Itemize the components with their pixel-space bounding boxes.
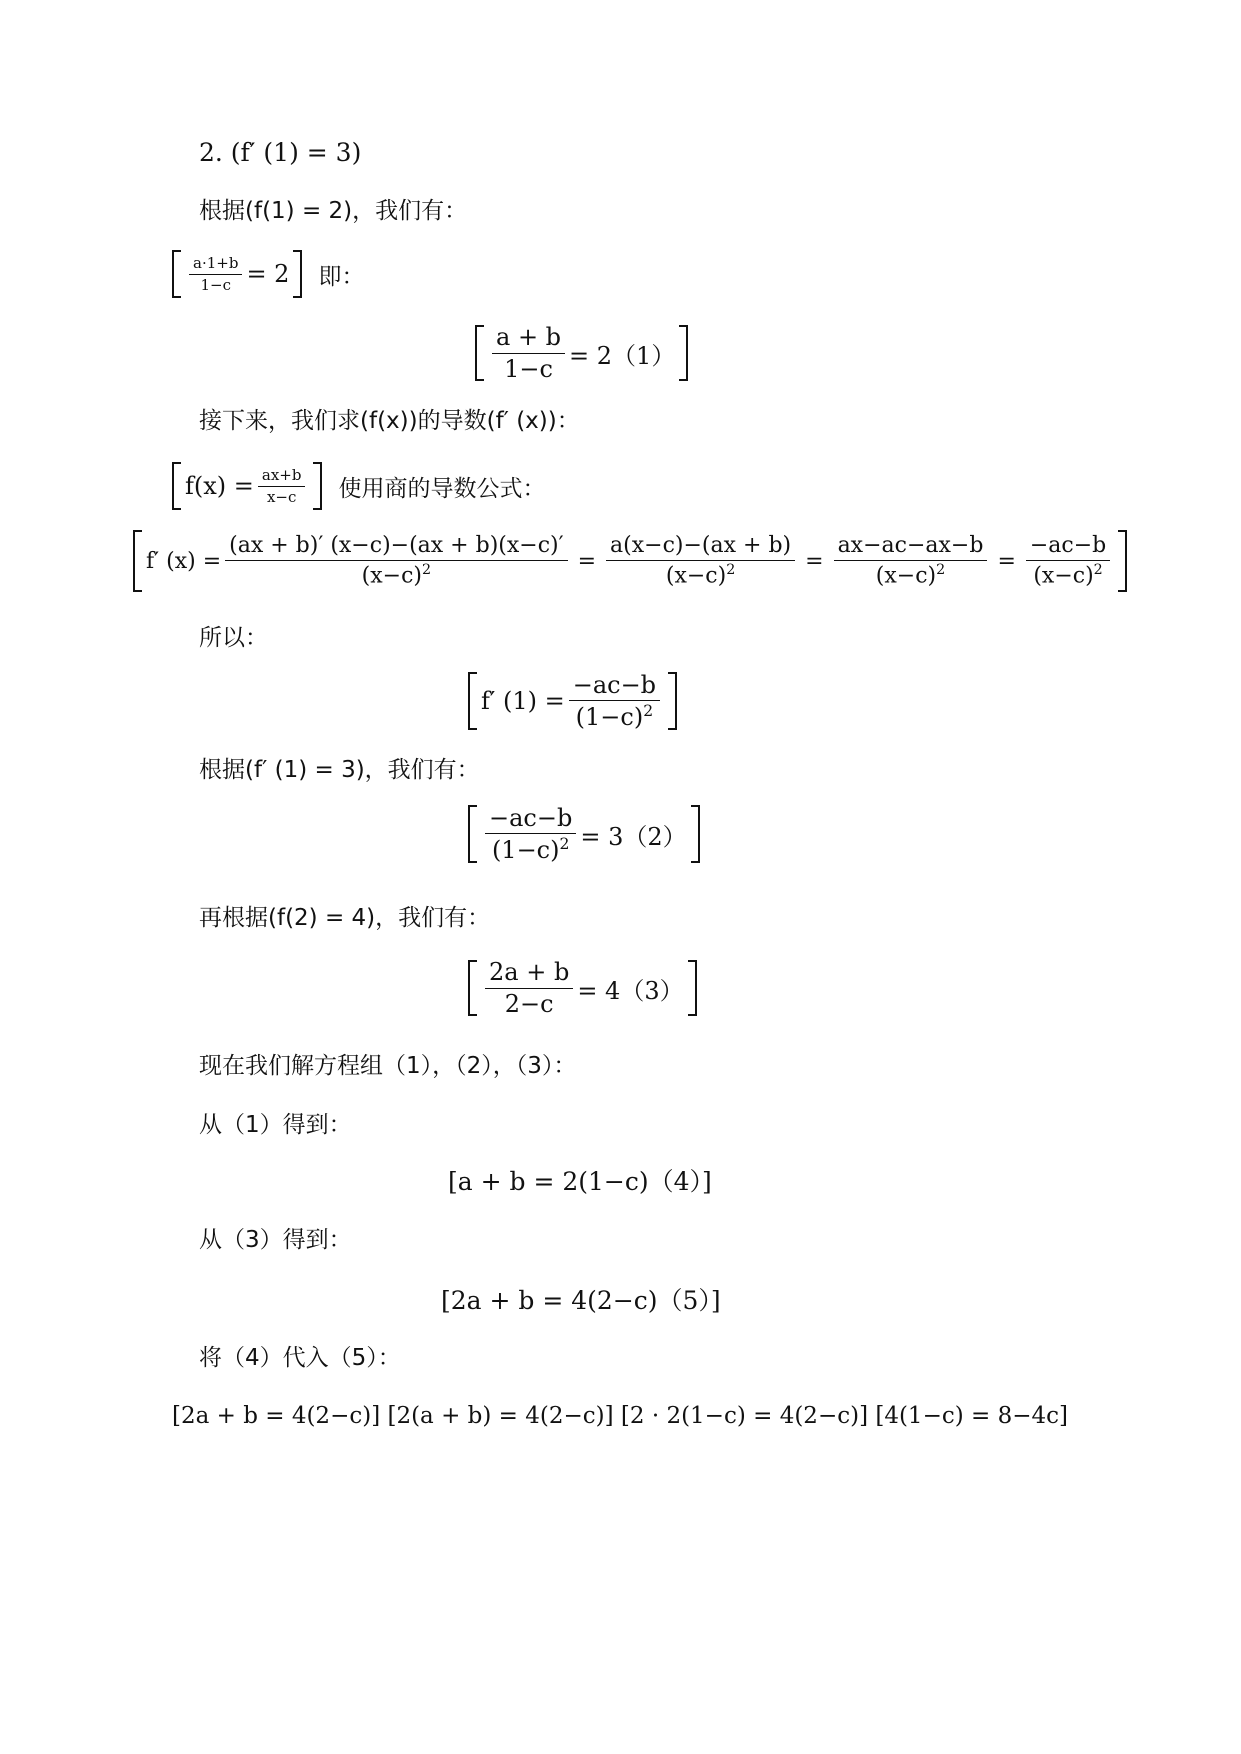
fraction [258,467,306,505]
fraction [606,534,795,589]
paragraph [199,622,268,654]
paragraph-text: 所以： [199,625,268,651]
left-bracket [468,805,477,863]
right-bracket [313,462,322,510]
equals-sign: = [577,548,597,574]
paragraph-text: 将（4）代入（5）： [199,1345,401,1371]
right-bracket [293,250,302,298]
paragraph [199,1109,352,1141]
paragraph [199,1224,352,1256]
right-bracket [679,325,688,381]
equation-rhs: = 2（1） [569,341,676,370]
paragraph-text: 即： [318,263,365,290]
paragraph-text: 根据(f(1) = 2)，我们有： [199,198,468,224]
right-bracket [1118,530,1127,592]
fraction [834,534,988,589]
denominator: $(x-c)^2$ [1033,561,1103,589]
equals-sign: = [805,548,824,574]
paragraph-text: 现在我们解方程组（1），（2），（3）： [199,1053,577,1079]
fraction [1026,534,1110,589]
display-equation-f-prime-1 [468,672,677,730]
denominator: 1−c [504,354,553,383]
fraction [485,805,576,864]
numerator: a(x−c)−(ax + b) [606,534,795,561]
paragraph [199,1050,576,1082]
numerator: −ac−b [1026,534,1110,561]
equation-chain [172,1400,1068,1432]
left-bracket [475,325,484,381]
paragraph [199,754,480,786]
left-bracket [468,960,477,1016]
numerator: ax−ac−ax−b [834,534,988,561]
numerator: −ac−b [485,805,576,834]
denominator: $(x-c)^2$ [875,561,946,589]
numerator: (ax + b)′ (x−c)−(ax + b)(x−c)′ [225,534,567,561]
equation-lhs: f′ (x) = [146,548,222,574]
denominator: x−c [266,487,297,506]
denominator: 1−c [200,275,231,294]
equation-text: [2a + b = 4(2−c)（5）] [441,1286,721,1315]
display-equation-derivative [133,530,1127,592]
denominator: $(1-c)^2$ [575,702,654,731]
equation-text: [a + b = 2(1−c)（4）] [448,1167,712,1196]
numerator: 2a + b [485,959,573,988]
left-bracket [172,250,181,298]
numerator: ax+b [258,467,306,487]
display-equation-5 [441,1285,721,1317]
paragraph [199,1342,401,1374]
paragraph-text: 根据(f′ (1) = 3)，我们有： [199,757,480,783]
item-heading [199,137,361,169]
inline-equation [172,250,364,298]
fraction [485,959,573,1017]
right-bracket [668,672,677,730]
equation-rhs: = 4（3） [577,976,684,1005]
denominator: $(x-c)^2$ [361,561,432,589]
numerator: a·1+b [189,255,242,275]
fraction [569,672,660,731]
fraction [492,324,565,382]
fraction [189,255,242,293]
denominator: $(x-c)^2$ [665,561,736,589]
equation-lhs: f(x) = [185,472,254,500]
equation-rhs: = 2 [246,260,290,288]
paragraph-text: 接下来，我们求(f(x))的导数(f′ (x))： [199,408,580,434]
equation-text: [2a + b = 4(2−c)] [2(a + b) = 4(2−c)] [2 · 2(1−c) = 4(2−c)] [4(1−c) = 8−4c] [172,1403,1068,1429]
inline-equation [172,462,545,510]
item-heading-text: 2. (f′ (1) = 3) [199,138,362,167]
display-equation-1 [475,325,688,381]
equals-sign: = [997,548,1016,574]
paragraph-text: 从（3）得到： [199,1227,352,1253]
right-bracket [688,960,697,1016]
equation-rhs: = 3（2） [580,822,687,851]
left-bracket [133,530,142,592]
denominator: $(1-c)^2$ [491,835,570,864]
paragraph [199,405,580,437]
paragraph-text: 使用商的导数公式： [338,475,546,502]
numerator: a + b [492,324,565,353]
display-equation-4 [448,1166,712,1198]
paragraph [199,902,490,934]
equation-lhs: f′ (1) = [481,687,565,715]
paragraph-text: 从（1）得到： [199,1112,352,1138]
paragraph [199,195,467,227]
display-equation-2 [468,805,700,863]
fraction [225,534,567,589]
right-bracket [691,805,700,863]
left-bracket [468,672,477,730]
left-bracket [172,462,181,510]
numerator: −ac−b [569,672,660,701]
denominator: 2−c [504,989,554,1018]
display-equation-3 [468,960,697,1016]
paragraph-text: 再根据(f(2) = 4)，我们有： [199,905,491,931]
